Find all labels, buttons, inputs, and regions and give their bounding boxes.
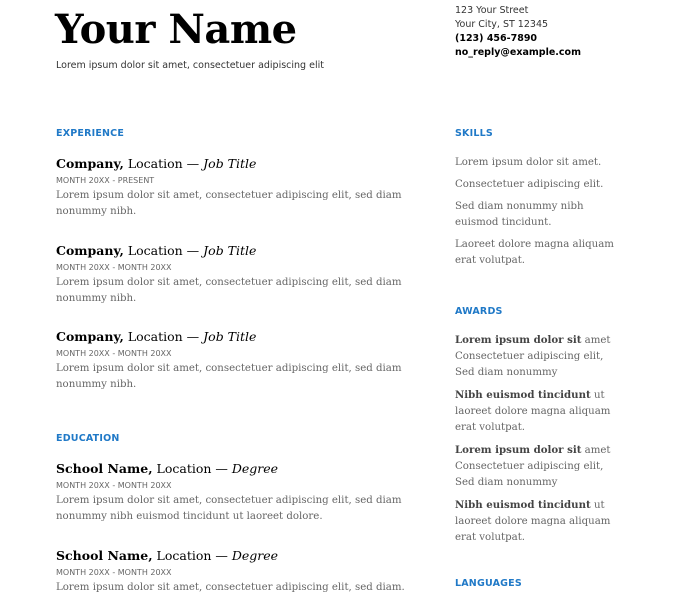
entry-org: Company, (56, 156, 124, 171)
entry-date: MONTH 20XX - MONTH 20XX (56, 481, 172, 490)
skill-item: Consectetuer adipiscing elit. (455, 179, 604, 190)
contact-street: 123 Your Street (455, 5, 529, 16)
entry-description: Lorem ipsum dolor sit amet, consectetuer adipiscing elit, sed diam nonummy nibh euismod tincidunt ut laoreet dolore. (56, 495, 402, 522)
entry-heading (56, 155, 406, 173)
entry-role: Degree (231, 461, 279, 476)
entry-location: Location — (123, 329, 204, 344)
entry-heading (56, 328, 406, 346)
award-item (455, 497, 615, 546)
award-text: amet Consectetuer adipiscing elit, Sed diam nonummy (455, 445, 611, 488)
award-highlight: Lorem ipsum dolor sit (455, 334, 582, 346)
resume-name: Your Name (55, 6, 297, 53)
section-title-education: EDUCATION (56, 433, 120, 444)
award-item (455, 387, 615, 436)
entry-heading (56, 547, 406, 565)
section-title-experience: EXPERIENCE (56, 128, 125, 139)
entry-description: Lorem ipsum dolor sit amet, consectetuer adipiscing elit, sed diam. (56, 582, 405, 593)
entry-role: Job Title (203, 329, 257, 344)
entry-org: Company, (56, 243, 124, 258)
entry-location: Location — (152, 461, 232, 476)
education-entry (56, 460, 406, 525)
entry-date: MONTH 20XX - MONTH 20XX (56, 349, 172, 358)
entry-location: Location — (123, 243, 204, 258)
skill-item: Lorem ipsum dolor sit amet. (455, 157, 602, 168)
skill-item: Laoreet dolore magna aliquam erat volutpat. (455, 239, 614, 266)
entry-role: Job Title (203, 156, 257, 171)
section-title-skills: SKILLS (455, 128, 493, 139)
resume-tagline: Lorem ipsum dolor sit amet, consectetuer adipiscing elit (56, 60, 324, 71)
award-text: amet Consectetuer adipiscing elit, Sed diam nonummy (455, 335, 611, 378)
skills-list (455, 155, 615, 275)
entry-heading (56, 460, 406, 478)
award-highlight: Lorem ipsum dolor sit (455, 444, 582, 456)
experience-entry (56, 155, 406, 220)
experience-entry (56, 328, 406, 393)
award-text: ut laoreet dolore magna aliquam erat volutpat. (455, 500, 611, 543)
contact-email[interactable]: no_reply@example.com (455, 47, 581, 58)
award-text: ut laoreet dolore magna aliquam erat volutpat. (455, 390, 611, 433)
entry-org: School Name, (56, 461, 153, 476)
entry-description: Lorem ipsum dolor sit amet, consectetuer adipiscing elit, sed diam nonummy nibh. (56, 277, 402, 304)
entry-date: MONTH 20XX - MONTH 20XX (56, 568, 172, 577)
education-entry (56, 547, 406, 596)
entry-date: MONTH 20XX - MONTH 20XX (56, 263, 172, 272)
contact-city: Your City, ST 12345 (455, 19, 549, 30)
section-title-languages: LANGUAGES (455, 578, 522, 589)
award-highlight: Nibh euismod tincidunt (455, 499, 591, 511)
entry-description: Lorem ipsum dolor sit amet, consectetuer adipiscing elit, sed diam nonummy nibh. (56, 190, 402, 217)
entry-org: Company, (56, 329, 124, 344)
award-highlight: Nibh euismod tincidunt (455, 389, 591, 401)
entry-location: Location — (123, 156, 204, 171)
contact-phone: (123) 456-7890 (455, 33, 538, 44)
entry-role: Degree (231, 548, 279, 563)
contact-block (455, 4, 581, 60)
entry-org: School Name, (56, 548, 153, 563)
experience-entry (56, 242, 406, 307)
award-item (455, 442, 615, 491)
skill-item: Sed diam nonummy nibh euismod tincidunt. (455, 201, 584, 228)
entry-role: Job Title (203, 243, 257, 258)
section-title-awards: AWARDS (455, 306, 503, 317)
awards-list (455, 332, 615, 552)
entry-description: Lorem ipsum dolor sit amet, consectetuer adipiscing elit, sed diam nonummy nibh. (56, 363, 402, 390)
entry-date: MONTH 20XX - PRESENT (56, 176, 155, 185)
award-item (455, 332, 615, 381)
entry-location: Location — (152, 548, 232, 563)
entry-heading (56, 242, 406, 260)
